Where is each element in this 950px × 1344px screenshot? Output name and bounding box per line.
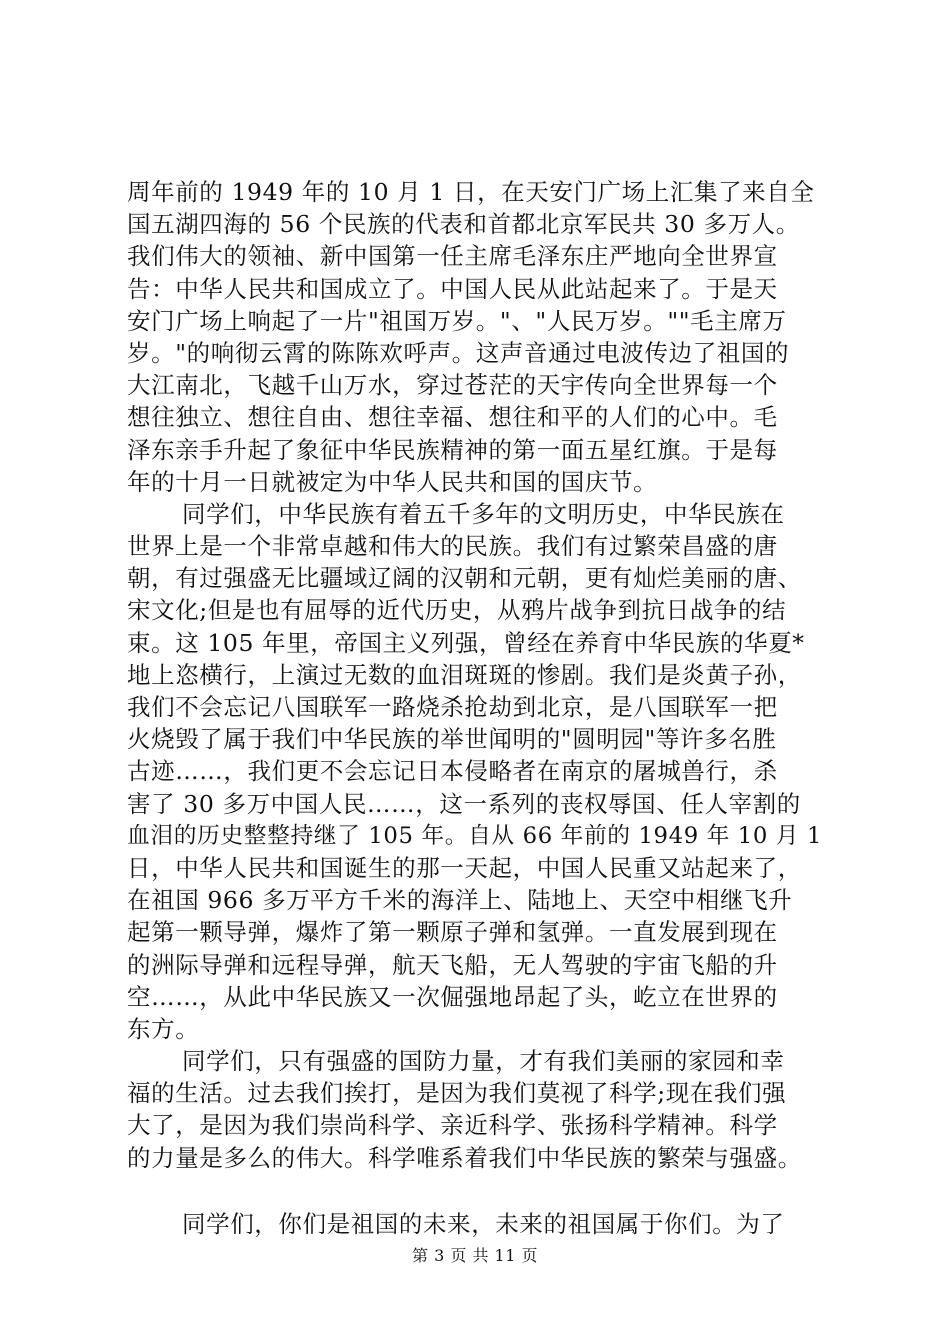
text-line: 国五湖四海的 56 个民族的代表和首都北京军民共 30 多万人。 xyxy=(127,210,800,239)
text-line: 日，中华人民共和国诞生的那一天起，中国人民重又站起来了， xyxy=(127,853,802,882)
paragraph-first-line: 同学们，你们是祖国的未来，未来的祖国属于你们。为了 xyxy=(182,1209,785,1238)
text-line: 周年前的 1949 年的 10 月 1 日，在天安门广场上汇集了来自全 xyxy=(127,178,815,206)
text-line: 我们不会忘记八国联军一路烧杀抢劫到北京，是八国联军一把 xyxy=(127,693,778,721)
document-body xyxy=(127,176,827,1240)
text-line: 地上恣横行，上演过无数的血泪斑斑的惨剧。我们是炎黄子孙， xyxy=(127,660,802,689)
text-line: 火烧毁了属于我们中华民族的举世闻明的"圆明园"等许多名胜 xyxy=(127,725,777,754)
text-line: 害了 30 多万中国人民……，这一系列的丧权辱国、任人宰割的 xyxy=(127,789,801,818)
text-line: 告：中华人民共和国成立了。中国人民从此站起来了。于是天 xyxy=(127,274,778,303)
text-line: 想往独立、想往自由、想往幸福、想往和平的人们的心中。毛 xyxy=(127,403,778,432)
paragraph-first-line: 同学们，中华民族有着五千多年的文明历史，中华民族在 xyxy=(182,499,785,528)
text-line: 大江南北，飞越千山万水，穿过苍茫的天宇传向全世界每一个 xyxy=(127,371,778,400)
text-line: 岁。"的响彻云霄的陈陈欢呼声。这声音通过电波传边了祖国的 xyxy=(127,338,790,367)
text-line: 我们伟大的领袖、新中国第一任主席毛泽东庄严地向全世界宣 xyxy=(127,242,778,271)
text-line: 的洲际导弹和远程导弹，航天飞船，无人驾驶的宇宙飞船的升 xyxy=(127,950,778,979)
text-line: 的力量是多么的伟大。科学唯系着我们中华民族的繁荣与强盛。 xyxy=(127,1143,802,1172)
text-line: 泽东亲手升起了象征中华民族精神的第一面五星红旗。于是每 xyxy=(127,435,778,464)
text-line: 安门广场上响起了一片"祖国万岁。"、"人民万岁。""毛主席万 xyxy=(127,306,787,335)
page-footer xyxy=(0,1245,950,1267)
paragraph-first-line: 同学们，只有强盛的国防力量，才有我们美丽的家园和幸 xyxy=(182,1047,785,1076)
text-line: 东方。 xyxy=(127,1014,200,1043)
text-line: 年的十月一日就被定为中华人民共和国的国庆节。 xyxy=(127,467,658,496)
paragraph-gap xyxy=(127,1174,827,1208)
text-line: 血泪的历史整整持继了 105 年。自从 66 年前的 1949 年 10 月 1 xyxy=(127,822,823,849)
text-line: 宋文化;但是也有屈辱的近代历史，从鸦片战争到抗日战争的结 xyxy=(127,596,787,625)
text-line: 福的生活。过去我们挨打，是因为我们莫视了科学;现在我们强 xyxy=(127,1079,787,1108)
text-line: 朝，有过强盛无比疆域辽阔的汉朝和元朝，更有灿烂美丽的唐、 xyxy=(127,564,802,593)
text-line: 空……，从此中华民族又一次倔强地昂起了头，屹立在世界的 xyxy=(127,982,778,1011)
page-number-label: 第 3 页 共 11 页 xyxy=(412,1246,538,1265)
text-line: 束。这 105 年里，帝国主义列强，曾经在养育中华民族的华夏* xyxy=(127,628,805,657)
text-line: 古迹……，我们更不会忘记日本侵略者在南京的屠城兽行，杀 xyxy=(127,757,778,786)
text-line: 起第一颗导弹，爆炸了第一颗原子弹和氢弹。一直发展到现在 xyxy=(127,918,778,947)
text-line: 在祖国 966 多万平方千米的海洋上、陆地上、天空中相继飞升 xyxy=(127,886,793,915)
text-line: 大了，是因为我们崇尚科学、亲近科学、张扬科学精神。科学 xyxy=(127,1111,778,1140)
text-line: 世界上是一个非常卓越和伟大的民族。我们有过繁荣昌盛的唐 xyxy=(127,532,778,561)
